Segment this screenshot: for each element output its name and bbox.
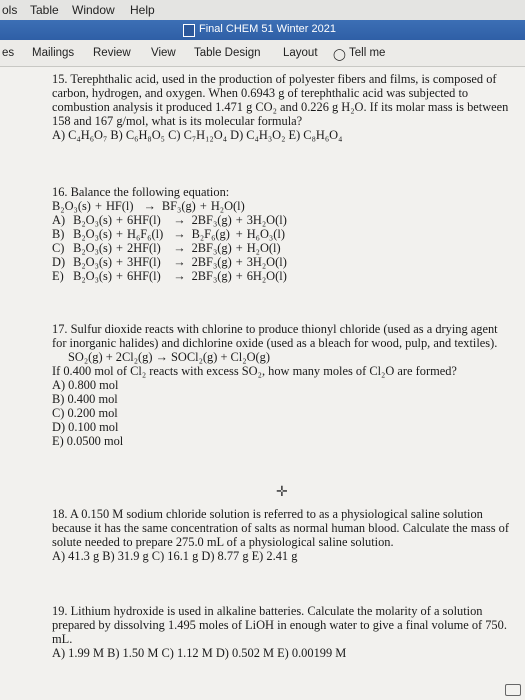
option-cell: H₆F₆(l) bbox=[127, 227, 164, 241]
option-cell: 3HF(l) bbox=[127, 255, 161, 269]
option-cell: + bbox=[116, 227, 124, 241]
option-cell: + bbox=[116, 213, 124, 227]
question-19 bbox=[52, 604, 512, 660]
word-doc-icon bbox=[183, 24, 195, 37]
option-cell: H₂O(l) bbox=[246, 241, 281, 255]
option-cell: A) bbox=[52, 213, 66, 227]
question-17-text: 17. Sulfur dioxide reacts with chlorine to produce thionyl chloride (used as a drying agent for inorganic halides) and dichlorine oxide (used as a bleach for wood, pulp, and textiles). bbox=[52, 322, 498, 350]
tab-references[interactable]: es bbox=[2, 47, 15, 59]
question-18-options: A) 41.3 g B) 31.9 g C) 16.1 g D) 8.77 g E) 2.41 g bbox=[52, 549, 298, 563]
eq-reactant-1: B₂O₃(s) bbox=[52, 199, 91, 213]
question-17-question: If 0.400 mol of Cl₂ reacts with excess SO₂, how many moles of Cl₂O are formed? bbox=[52, 364, 457, 378]
option-cell: B₂O₃(s) bbox=[73, 213, 113, 227]
window-titlebar bbox=[0, 20, 525, 40]
window-title: Final CHEM 51 Winter 2021 bbox=[199, 23, 336, 35]
equation-option-row bbox=[52, 213, 291, 227]
question-16-options bbox=[52, 213, 291, 283]
question-16-text: 16. Balance the following equation: bbox=[52, 185, 230, 199]
option-cell: + bbox=[235, 269, 243, 283]
option-cell: → bbox=[173, 241, 186, 255]
equation-option-row bbox=[52, 241, 291, 255]
question-16 bbox=[52, 185, 512, 283]
option-cell: C) bbox=[52, 241, 65, 255]
option-cell: + bbox=[116, 241, 124, 255]
eq-reactant-2: HF(l) bbox=[105, 199, 134, 213]
option-cell: + bbox=[116, 269, 124, 283]
option-cell: → bbox=[173, 227, 186, 241]
tab-mailings[interactable]: Mailings bbox=[32, 47, 75, 59]
equation-option-row bbox=[52, 269, 291, 283]
eq-product-2: H₂O(l) bbox=[210, 199, 245, 213]
option-cell: 2BF₃(g) bbox=[191, 241, 232, 255]
option-cell: + bbox=[235, 241, 243, 255]
menu-item-window[interactable]: Window bbox=[72, 3, 115, 17]
option-cell: → bbox=[173, 213, 186, 227]
question-15-text: 15. Terephthalic acid, used in the production of polyester fibers and films, is composed of carbon, hydrogen, and oxygen. When 0.6943 g of terephthalic acid was subjected to combustion analysis it produced 1.471 g CO₂ and 0.226 g H₂O. If its molar mass is between 158 and 167 g/mol, what is its molecular formula? bbox=[52, 72, 509, 128]
eq-plus: + bbox=[94, 199, 102, 213]
tell-me-search[interactable]: Tell me bbox=[349, 47, 386, 59]
equation-option-row bbox=[52, 227, 291, 241]
option-cell: E) bbox=[52, 269, 64, 283]
option-cell: B₂O₃(s) bbox=[73, 255, 113, 269]
option-cell: H₆O₃(l) bbox=[246, 227, 285, 241]
option-cell: 3H₂O(l) bbox=[246, 213, 287, 227]
answer-option: E) 0.0500 mol bbox=[52, 434, 124, 448]
question-17-options bbox=[52, 378, 512, 448]
answer-option: B) 0.400 mol bbox=[52, 392, 118, 406]
option-cell: 6H₂O(l) bbox=[246, 269, 287, 283]
option-cell: + bbox=[116, 255, 124, 269]
option-cell: B₂O₃(s) bbox=[73, 241, 113, 255]
tab-table-design[interactable]: Table Design bbox=[194, 47, 261, 59]
eq-arrow: → bbox=[143, 199, 156, 213]
answer-option: D) 0.100 mol bbox=[52, 420, 119, 434]
option-cell: 6HF(l) bbox=[127, 269, 161, 283]
option-cell: 3H₂O(l) bbox=[246, 255, 287, 269]
tab-view[interactable]: View bbox=[151, 47, 176, 59]
question-16-equation-table bbox=[52, 199, 249, 213]
eq-product-1: BF₃(g) bbox=[161, 199, 196, 213]
menu-item-tools[interactable]: ols bbox=[2, 3, 18, 17]
unbalanced-equation bbox=[52, 199, 249, 213]
menu-item-help[interactable]: Help bbox=[130, 3, 155, 17]
option-cell: + bbox=[235, 227, 243, 241]
option-cell: + bbox=[235, 255, 243, 269]
tab-review[interactable]: Review bbox=[93, 47, 131, 59]
view-toggle-icon[interactable] bbox=[505, 684, 521, 696]
question-19-text: 19. Lithium hydroxide is used in alkaline batteries. Calculate the molarity of a solution prepared by dissolving 1.495 moles of LiOH in enough water to give a final volume of 750. mL. bbox=[52, 604, 507, 646]
question-19-options: A) 1.99 M B) 1.50 M C) 1.12 M D) 0.502 M E) 0.00199 M bbox=[52, 646, 347, 660]
option-cell: → bbox=[173, 269, 186, 283]
answer-option: A) 0.800 mol bbox=[52, 378, 119, 392]
answer-option: C) 0.200 mol bbox=[52, 406, 118, 420]
option-cell: B₂O₃(s) bbox=[73, 269, 113, 283]
app-menubar bbox=[0, 0, 525, 20]
ribbon-tabs bbox=[0, 40, 525, 67]
option-cell: 6HF(l) bbox=[127, 213, 161, 227]
option-cell: → bbox=[173, 255, 186, 269]
question-15-options: A) C₄H₆O₇ B) C₆H₈O₅ C) C₇H₁₂O₄ D) C₄H₃O₂ E) C₈H₆O₄ bbox=[52, 128, 343, 142]
lightbulb-icon: ◯ bbox=[333, 49, 346, 61]
eq-plus: + bbox=[199, 199, 207, 213]
question-17 bbox=[52, 322, 512, 448]
question-15 bbox=[52, 72, 512, 142]
question-18-text: 18. A 0.150 M sodium chloride solution is referred to as a physiological saline solution because it has the same concentration of salts as normal human blood. Calculate the mass of solute needed to prepare 275.0 mL of a physiological saline solution. bbox=[52, 507, 509, 549]
option-cell: B₂F₆(g) bbox=[191, 227, 230, 241]
option-cell: 2BF₃(g) bbox=[191, 213, 232, 227]
option-cell: + bbox=[235, 213, 243, 227]
option-cell: 2BF₃(g) bbox=[191, 255, 232, 269]
option-cell: D) bbox=[52, 255, 66, 269]
option-cell: B) bbox=[52, 227, 65, 241]
menu-item-table[interactable]: Table bbox=[30, 3, 59, 17]
option-cell: 2HF(l) bbox=[127, 241, 161, 255]
option-cell: B₂O₃(s) bbox=[73, 227, 113, 241]
equation-option-row bbox=[52, 255, 291, 269]
move-cursor-icon: ✛ bbox=[276, 485, 288, 500]
question-18 bbox=[52, 507, 512, 563]
tab-layout[interactable]: Layout bbox=[283, 47, 318, 59]
question-17-equation: SO₂(g) + 2Cl₂(g) → SOCl₂(g) + Cl₂O(g) bbox=[68, 350, 270, 364]
option-cell: 2BF₃(g) bbox=[191, 269, 232, 283]
